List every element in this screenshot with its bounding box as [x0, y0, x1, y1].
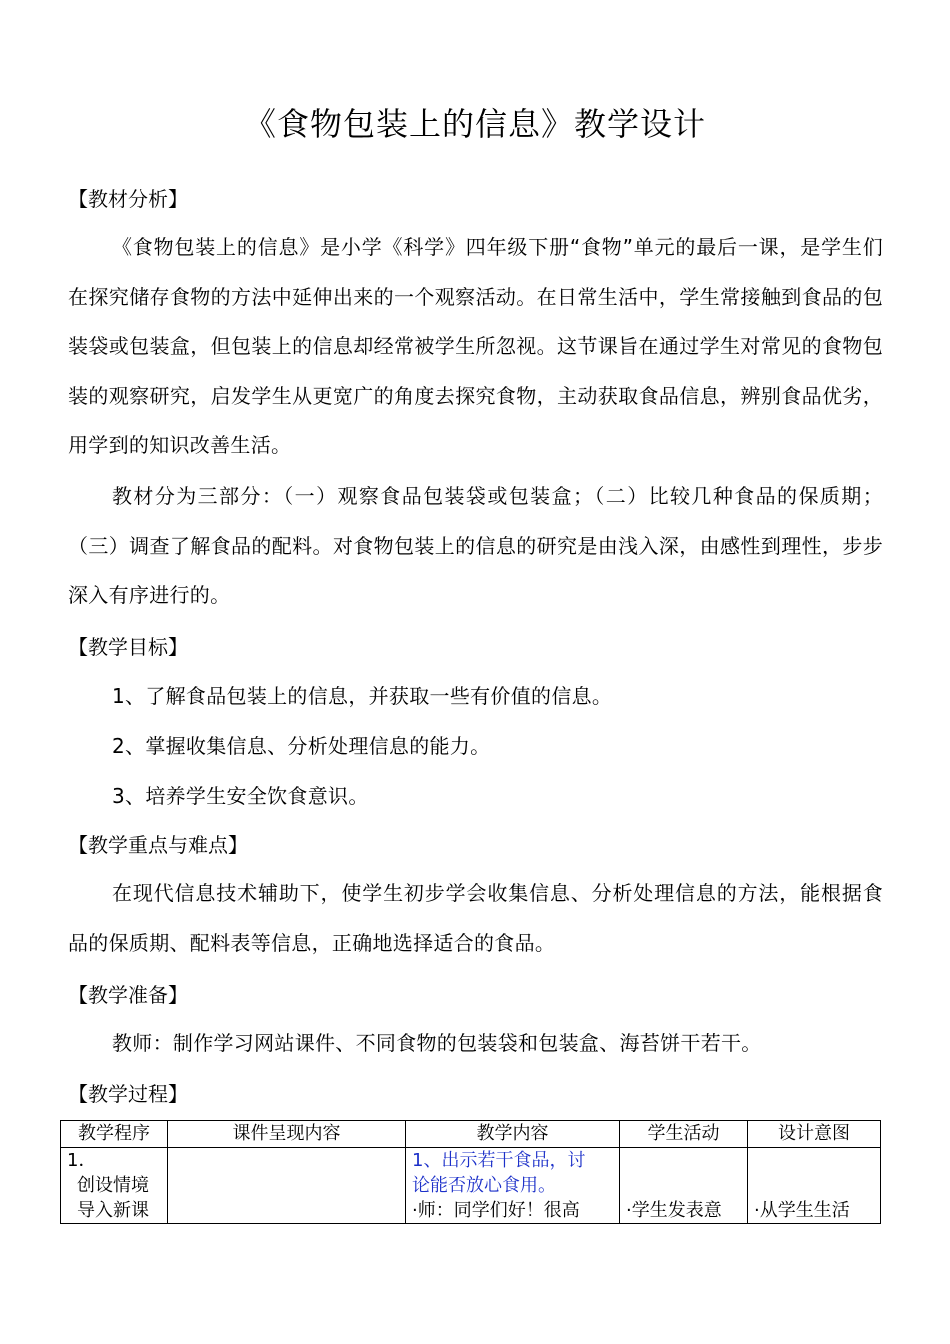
cell-student	[620, 1148, 748, 1224]
student-activity-text: ·学生发表意	[626, 1200, 722, 1221]
cell-courseware	[168, 1148, 406, 1224]
column-header-courseware: 课件呈现内容	[168, 1121, 406, 1148]
document-title: 《食物包装上的信息》教学设计	[243, 105, 706, 143]
cell-intent	[748, 1148, 881, 1224]
content-line-3: ·师：同学们好！很高	[412, 1200, 580, 1221]
cell-step	[61, 1148, 168, 1224]
cell-content	[406, 1148, 620, 1224]
step-line-2: 导入新课	[77, 1200, 149, 1221]
goal-item-2: 2、掌握收集信息、分析处理信息的能力。	[112, 734, 491, 758]
design-intent-text: ·从学生生活	[754, 1200, 850, 1221]
section-heading-goals: 【教学目标】	[68, 635, 188, 659]
step-number: 1．	[67, 1150, 97, 1171]
table-header-row	[61, 1121, 881, 1148]
column-header-student: 学生活动	[620, 1121, 748, 1148]
goal-item-3: 3、培养学生安全饮食意识。	[112, 784, 369, 808]
analysis-paragraph-1: 《食物包装上的信息》是小学《科学》四年级下册“食物”单元的最后一课，是学生们在探究储存食物的方法中延伸出来的一个观察活动。在日常生活中，学生常接触到食品的包装袋或包装盒，但包装上的信息却经常被学生所忽视。这节课旨在通过学生对常见的食物包装的观察研究，启发学生从更宽广的角度去探究食物，主动获取食品信息，辨别食品优劣，用学到的知识改善生活。	[68, 235, 883, 458]
prep-paragraph: 教师：制作学习网站课件、不同食物的包装袋和包装盒、海苔饼干若干。	[112, 1031, 762, 1055]
section-heading-analysis: 【教材分析】	[68, 187, 188, 211]
section-heading-prep: 【教学准备】	[68, 983, 188, 1007]
content-blue-line-2: 论能否放心食用。	[412, 1175, 556, 1196]
column-header-step: 教学程序	[61, 1121, 168, 1148]
content-blue-line-1: 1、出示若干食品，讨	[412, 1150, 586, 1171]
analysis-paragraph-2: 教材分为三部分：（一）观察食品包装袋或包装盒；（二）比较几种食品的保质期；（三）调查了解食品的配料。对食物包装上的信息的研究是由浅入深，由感性到理性，步步深入有序进行的。	[68, 484, 883, 608]
goal-item-1: 1、了解食品包装上的信息，并获取一些有价值的信息。	[112, 684, 613, 708]
table-row	[61, 1148, 881, 1224]
section-heading-keypoints: 【教学重点与难点】	[68, 833, 248, 857]
step-line-1: 创设情境	[77, 1175, 149, 1196]
column-header-intent: 设计意图	[748, 1121, 881, 1148]
keypoints-paragraph: 在现代信息技术辅助下，使学生初步学会收集信息、分析处理信息的方法，能根据食品的保质期、配料表等信息，正确地选择适合的食品。	[68, 881, 883, 955]
section-heading-process: 【教学过程】	[68, 1082, 188, 1106]
column-header-content: 教学内容	[406, 1121, 620, 1148]
process-table	[60, 1120, 881, 1224]
